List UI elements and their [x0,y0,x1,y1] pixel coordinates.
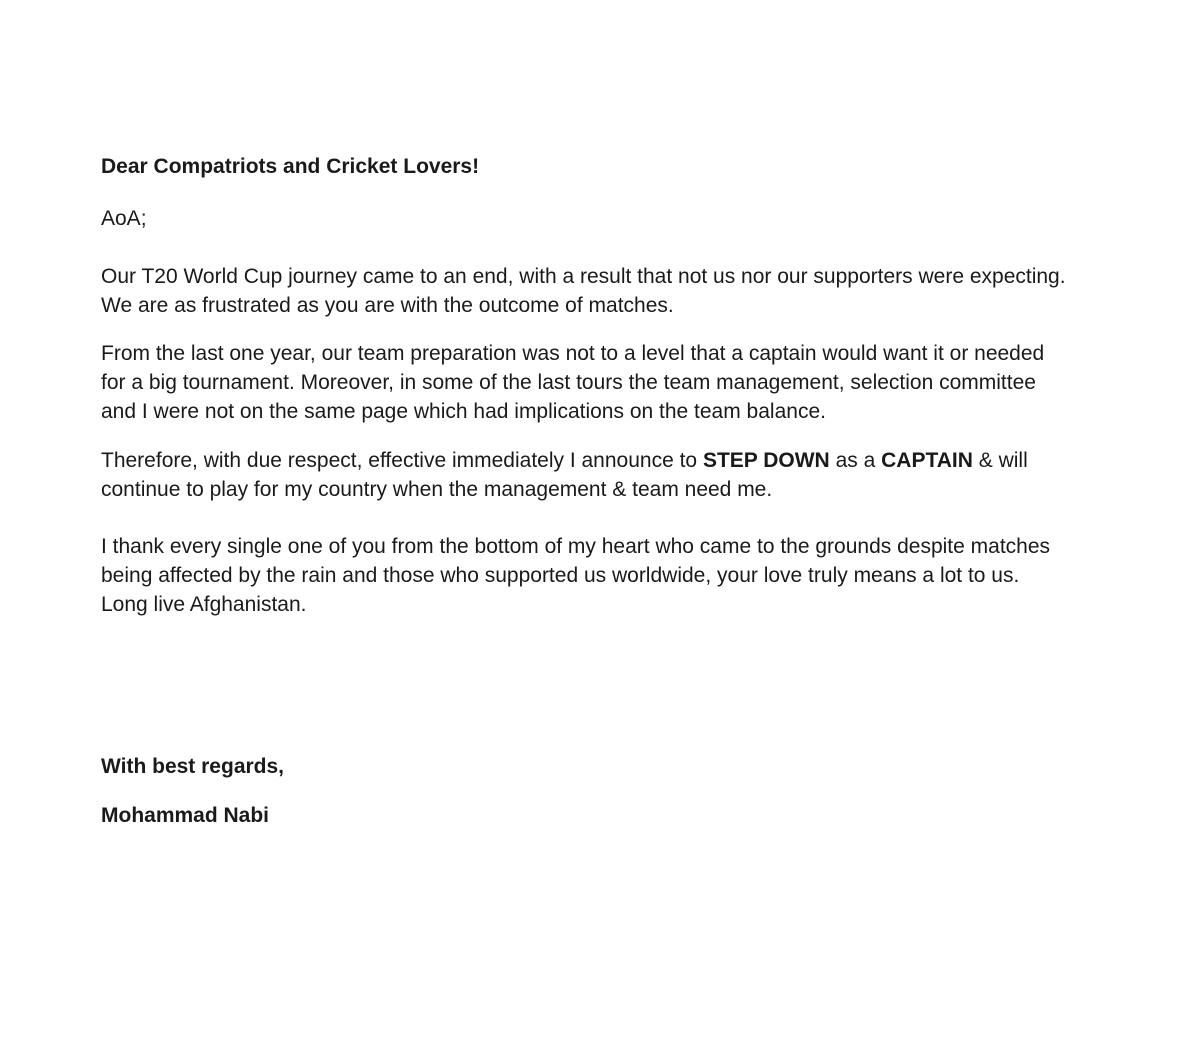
paragraph-3-text: & will [972,449,1028,472]
captain-emphasis: CAPTAIN [881,449,973,472]
closing: With best regards, [101,755,285,778]
paragraph-1-line: We are as frustrated as you are with the outcome of matches. [101,294,674,317]
salutation: AoA; [101,207,147,230]
paragraph-4-line: Long live Afghanistan. [101,593,307,616]
signature-name: Mohammad Nabi [101,804,270,827]
paragraph-3-text: Therefore, with due respect, effective immediately I announce to [101,449,703,472]
paragraph-4-line: being affected by the rain and those who supported us worldwide, your love truly means a lot to us. [101,564,1020,587]
paragraph-3-text: as a [829,449,882,472]
paragraph-2-line: and I were not on the same page which had implications on the team balance. [101,400,826,423]
step-down-emphasis: STEP DOWN [702,449,830,472]
paragraph-2-line: From the last one year, our team preparation was not to a level that a captain would want it or needed [101,342,1045,365]
paragraph-3-line [101,446,1028,475]
paragraph-2-line: for a big tournament. Moreover, in some of the last tours the team management, selection committee [101,371,1036,394]
paragraph-1-line: Our T20 World Cup journey came to an end, with a result that not us nor our supporters were expecting. [101,265,1066,288]
greeting: Dear Compatriots and Cricket Lovers! [101,155,480,178]
paragraph-3-line: continue to play for my country when the management & team need me. [101,478,773,501]
paragraph-4-line: I thank every single one of you from the bottom of my heart who came to the grounds despite matches [101,535,1051,558]
